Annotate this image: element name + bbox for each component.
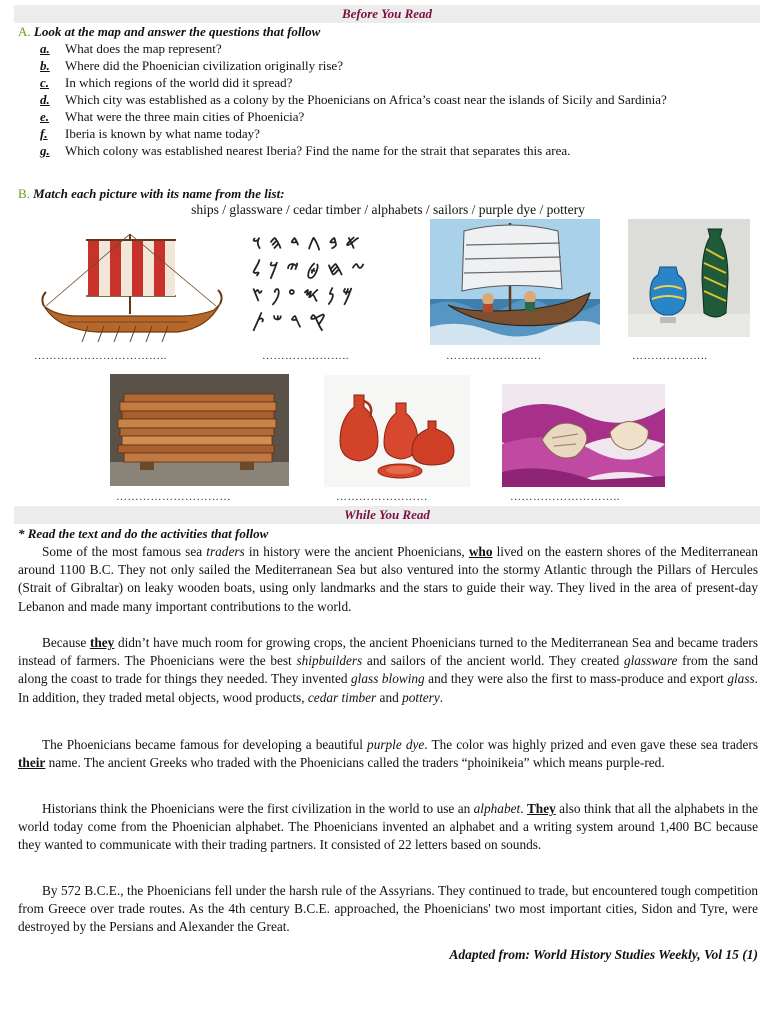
- before-you-read-header: Before You Read: [14, 5, 760, 23]
- question-f: f. Iberia is known by what name today?: [40, 126, 260, 141]
- blank-ship: ……………………………..: [34, 350, 167, 362]
- question-b: b. Where did the Phoenician civilization originally rise?: [40, 58, 343, 73]
- word-list: ships / glassware / cedar timber / alphabets / sailors / purple dye / pottery: [191, 202, 585, 217]
- phoenician-alphabet-row-1: 𐤀𐤁𐤂𐤃𐤄𐤅: [252, 232, 368, 254]
- ship-illustration: [38, 226, 224, 346]
- glassware-picture: [628, 219, 750, 337]
- paragraph-1: Some of the most famous sea traders in history were the ancient Phoenicians, who lived on the eastern shores of the Mediterranean around 1100 B.C. They not only sailed the Mediterranean Sea but also ventured into the stormy Atlantic through the Pillars of Hercules (Strait of Gibraltar) on leaky wooden boats, using only landmarks and the stars to guide their way. They lived in the area of present-day Lebanon and made many important contributions to the world.: [18, 544, 758, 614]
- question-a: a. What does the map represent?: [40, 41, 222, 56]
- cedar-timber-picture: [110, 374, 289, 486]
- question-list: [40, 40, 740, 159]
- timber-illustration: [110, 374, 289, 486]
- section-a-title: Look at the map and answer the questions that follow: [33, 24, 321, 39]
- blank-alphabet: …………………..: [262, 350, 349, 362]
- ship-picture: [38, 226, 224, 346]
- section-b-letter: B.: [18, 186, 30, 201]
- reference-word-they-2: They: [526, 801, 556, 816]
- reference-word-they: they: [89, 635, 115, 650]
- paragraph-3: The Phoenicians became famous for developing a beautiful purple dye. The color was highly prized and even gave these sea traders their name. The ancient Greeks who traded with the Phoenicians called the traders “phoinikeia” which means purple-red.: [18, 737, 758, 771]
- source-citation: Adapted from: World History Studies Weekly, Vol 15 (1): [449, 947, 758, 962]
- blank-glassware: ………………..: [632, 350, 708, 362]
- reading-instruction: * Read the text and do the activities that follow: [18, 526, 269, 541]
- section-b-heading: [18, 186, 285, 202]
- phoenician-alphabet-row-4: 𐤒𐤓𐤔𐤕: [252, 310, 334, 332]
- section-a-heading: [18, 24, 320, 40]
- section-a-letter: A.: [18, 24, 31, 39]
- blank-pottery: ……………………: [336, 491, 428, 503]
- section-b-title: Match each picture with its name from the list:: [33, 186, 285, 201]
- paragraph-4: Historians think the Phoenicians were the first civilization in the world to use an alphabet. They also think that all the alphabets in the world today come from the Phoenician alphabet. The Phoenicians invented an alphabet and a writing system around 1,400 BC because they wanted to communicate with their trading partners. It consisted of 22 letters based on sounds.: [18, 801, 759, 853]
- pottery-picture: [324, 375, 470, 487]
- reference-word-their: their: [18, 755, 46, 771]
- question-g: g. Which colony was established nearest Iberia? Find the name for the strait that separates this area.: [40, 143, 571, 158]
- blank-sailors: …………………….: [446, 350, 542, 362]
- question-d: d. Which city was established as a colony by the Phoenicians on Africa’s coast near the islands of Sicily and Sardinia?: [40, 92, 667, 107]
- blank-purple-dye: ………………………..: [510, 491, 620, 503]
- alphabet-picture: [252, 230, 402, 346]
- while-you-read-header: While You Read: [14, 506, 760, 524]
- phoenician-alphabet-row-3: 𐤌𐤍𐤎𐤏𐤐𐤑: [252, 284, 361, 306]
- paragraph-2: Because they didn’t have much room for growing crops, the ancient Phoenicians turned to the Mediterranean Sea and became traders instead of farmers. The Phoenicians were the best shipbuilders and sailors of the ancient world. They created glassware from the sand along the coast to trade for things they needed. They invented glass blowing and they were also the first to mass-produce and export glass. In addition, they traded metal objects, wood products, cedar timber and pottery.: [18, 635, 758, 705]
- paragraph-5: By 572 B.C.E., the Phoenicians fell under the harsh rule of the Assyrians. They continued to trade, but encountered tough competition from Greece over trade routes. As the 4th century B.C.E. approached, the Phoenicians' two most important cities, Sidon and Tyre, were destroyed by the Persians and Alexander the Great.: [18, 883, 758, 935]
- pottery-illustration: [324, 375, 470, 487]
- phoenician-alphabet-row-2: 𐤆𐤇𐤈𐤉𐤊𐤋: [252, 258, 373, 280]
- blank-timber: …………………………: [116, 491, 231, 503]
- purple-dye-picture: [502, 384, 665, 487]
- sailors-picture: [430, 219, 600, 345]
- question-c: c. In which regions of the world did it spread?: [40, 75, 293, 90]
- reference-word-who: who: [468, 544, 493, 559]
- sailors-illustration: [430, 219, 600, 345]
- question-e: e. What were the three main cities of Phoenicia?: [40, 109, 305, 124]
- glassware-illustration: [628, 219, 750, 337]
- purple-dye-illustration: [502, 384, 665, 487]
